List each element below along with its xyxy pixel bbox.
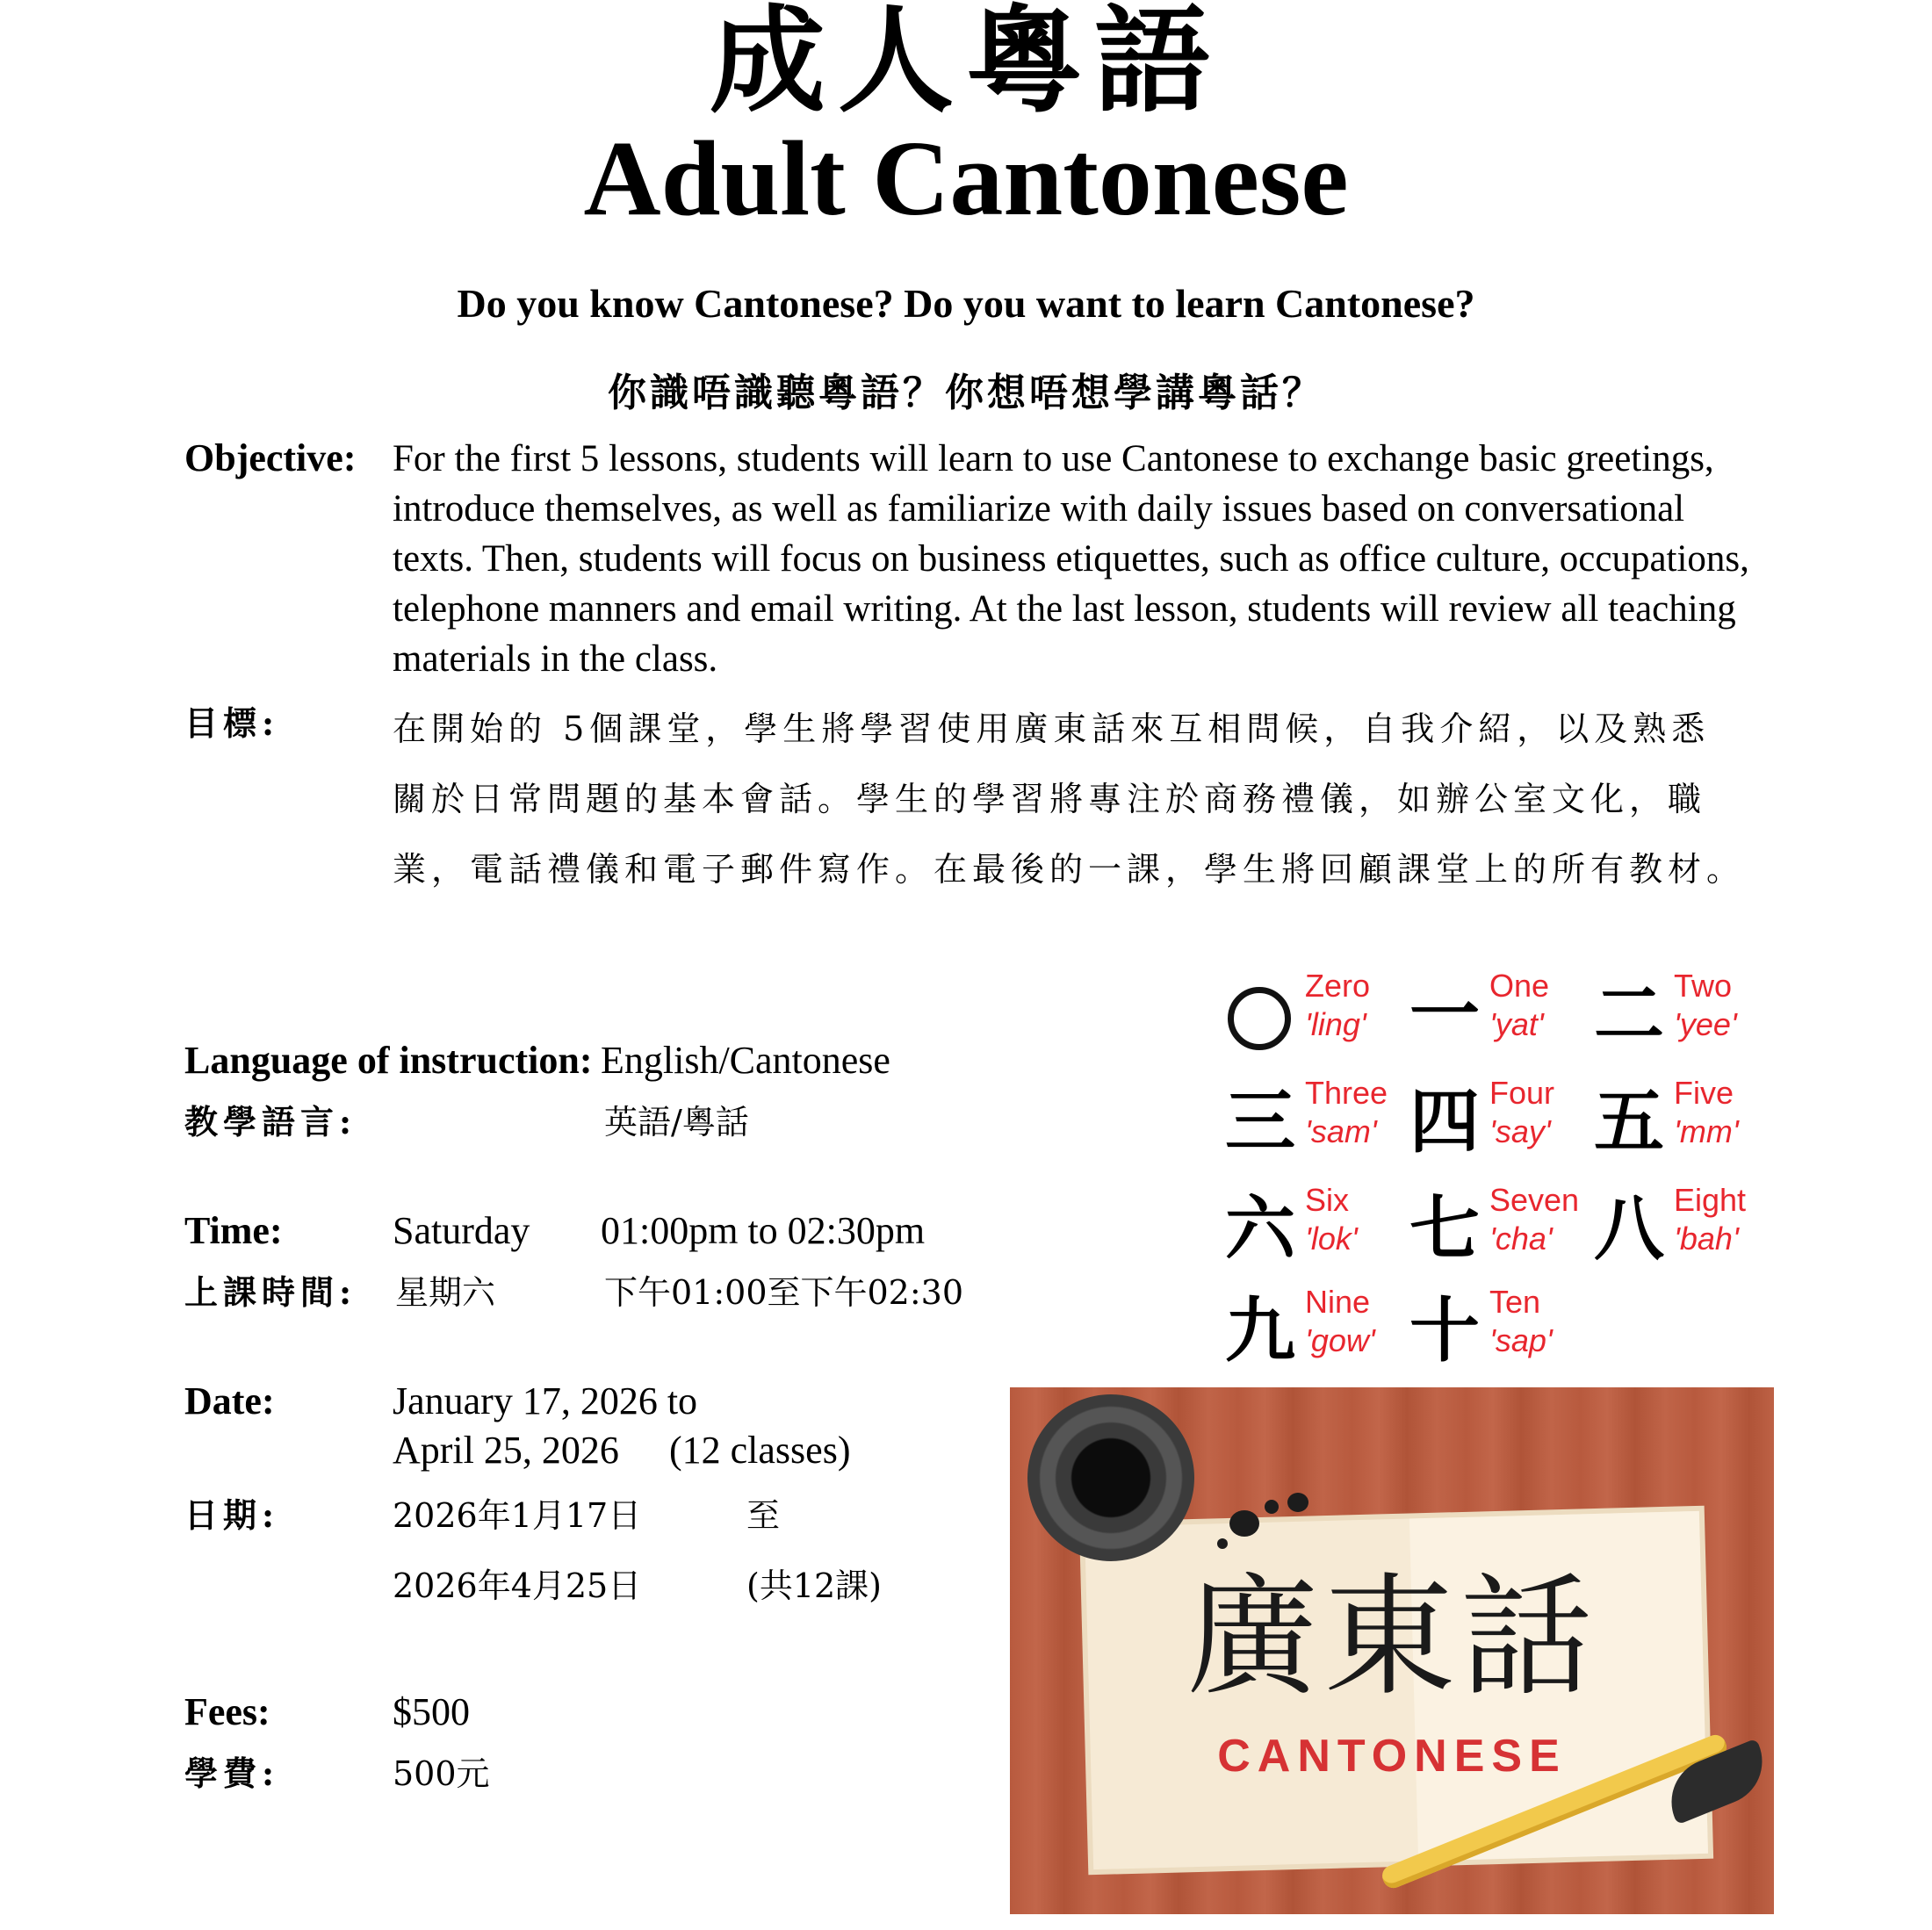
number-en-label: Ten	[1489, 1284, 1541, 1320]
number-en-label: Eight	[1674, 1182, 1747, 1218]
time-hours-zh: 下午01:00至下午02:30	[604, 1273, 964, 1312]
number-romanization: 'say'	[1489, 1113, 1551, 1149]
objective-label: Objective:	[184, 436, 357, 479]
fees-value: $500	[393, 1690, 470, 1733]
number-character: 三	[1225, 1080, 1295, 1163]
ink-splat	[1217, 1538, 1228, 1549]
date-line1: January 17, 2026 to	[393, 1379, 698, 1422]
date-label-zh: 日期:	[184, 1495, 280, 1535]
illustration-english-text: CANTONESE	[1217, 1731, 1567, 1782]
inkwell-icon	[1027, 1394, 1194, 1561]
number-en-label: Six	[1305, 1182, 1350, 1218]
number-romanization: 'gow'	[1305, 1322, 1375, 1358]
time-day-zh: 星期六	[395, 1273, 496, 1312]
fees-label: Fees:	[184, 1690, 270, 1733]
title-english: Adult Cantonese	[583, 119, 1349, 238]
number-en-label: Zero	[1305, 968, 1371, 1004]
number-three	[1221, 1073, 1396, 1178]
language-label-zh: 教學語言:	[184, 1102, 357, 1141]
time-label: Time:	[184, 1209, 283, 1252]
language-label: Language of instruction:	[184, 1039, 593, 1082]
number-zero	[1221, 966, 1396, 1071]
number-en-label: Four	[1489, 1075, 1555, 1111]
number-one	[1405, 966, 1581, 1071]
number-en-label: Seven	[1489, 1182, 1580, 1218]
number-romanization: 'ling'	[1305, 1006, 1366, 1042]
number-character: 五	[1594, 1080, 1664, 1163]
cantonese-illustration	[1010, 1387, 1774, 1914]
question-english: Do you know Cantonese? Do you want to learn Cantonese?	[457, 281, 1475, 326]
question-chinese: 你識唔識聽粵語？你想唔想學講粵話？	[608, 371, 1324, 415]
number-en-label: One	[1489, 968, 1550, 1004]
objective-label-zh: 目標:	[184, 703, 280, 743]
date-label: Date:	[184, 1379, 275, 1422]
number-romanization: 'cha'	[1489, 1221, 1553, 1257]
time-day: Saturday	[393, 1209, 530, 1252]
date-line1-zh: 2026年1月17日	[393, 1496, 642, 1535]
time-label-zh: 上課時間:	[184, 1272, 357, 1312]
number-character: 四	[1409, 1080, 1480, 1163]
ink-splat	[1287, 1493, 1308, 1512]
number-romanization: 'sap'	[1489, 1322, 1553, 1358]
number-en-label: Nine	[1305, 1284, 1371, 1320]
number-romanization: 'yat'	[1489, 1006, 1544, 1042]
number-character: 六	[1225, 1187, 1295, 1270]
language-value: English/Cantonese	[601, 1039, 890, 1082]
date-classes-zh: (共12課)	[746, 1566, 883, 1605]
date-classes: (12 classes)	[669, 1429, 851, 1472]
number-nine	[1221, 1282, 1396, 1387]
date-line2-zh: 2026年4月25日	[393, 1566, 642, 1605]
zero-circle-icon	[1228, 987, 1291, 1050]
number-romanization: 'mm'	[1674, 1113, 1739, 1149]
number-character: 八	[1594, 1187, 1664, 1270]
number-seven	[1405, 1180, 1581, 1285]
number-ten	[1405, 1282, 1581, 1387]
fees-value-zh: 500元	[393, 1754, 490, 1793]
objective-text-zh: 在開始的 5個課堂，學生將學習使用廣東話來互相問候，自我介紹，以及熟悉關於日常問題的基本會話。學生的學習將專注於商務禮儀，如辦公室文化，職業，電話禮儀和電子郵件寫作。在最後的一課，學生將回顧課堂上的所有教材。	[393, 709, 1746, 889]
number-five	[1590, 1073, 1765, 1178]
number-romanization: 'yee'	[1674, 1006, 1737, 1042]
number-romanization: 'lok'	[1305, 1221, 1358, 1257]
ink-splat	[1229, 1510, 1259, 1537]
illustration-chinese-text: 廣東話	[1186, 1561, 1597, 1714]
number-character: 十	[1409, 1289, 1480, 1372]
number-two	[1590, 966, 1765, 1071]
number-character: 七	[1409, 1187, 1480, 1270]
number-four	[1405, 1073, 1581, 1178]
number-en-label: Three	[1305, 1075, 1388, 1111]
date-line2: April 25, 2026	[393, 1429, 619, 1472]
numbers-chart	[1221, 966, 1783, 1370]
number-character: 二	[1594, 973, 1664, 1055]
number-romanization: 'sam'	[1305, 1113, 1377, 1149]
number-character: 一	[1409, 973, 1480, 1055]
number-en-label: Two	[1674, 968, 1733, 1004]
number-romanization: 'bah'	[1674, 1221, 1739, 1257]
ink-splat	[1265, 1500, 1279, 1514]
number-character: 九	[1225, 1289, 1295, 1372]
number-six	[1221, 1180, 1396, 1285]
fees-label-zh: 學費:	[184, 1754, 280, 1793]
objective-text: For the first 5 lessons, students will learn to use Cantonese to exchange basic greetings, introduce themselves, as well as familiarize with daily issues based on conversational texts. Then, students will focus on business etiquettes, such as office culture, occupations, telephone manners and email writing. At the last lesson, students will review all teaching materials in the class.	[393, 438, 1749, 680]
title-chinese: 成人粵語	[710, 0, 1222, 129]
time-hours: 01:00pm to 02:30pm	[601, 1209, 926, 1252]
number-eight	[1590, 1180, 1765, 1285]
language-value-zh: 英語/粵話	[604, 1103, 749, 1141]
number-en-label: Five	[1674, 1075, 1734, 1111]
date-to-zh: 至	[746, 1496, 781, 1535]
